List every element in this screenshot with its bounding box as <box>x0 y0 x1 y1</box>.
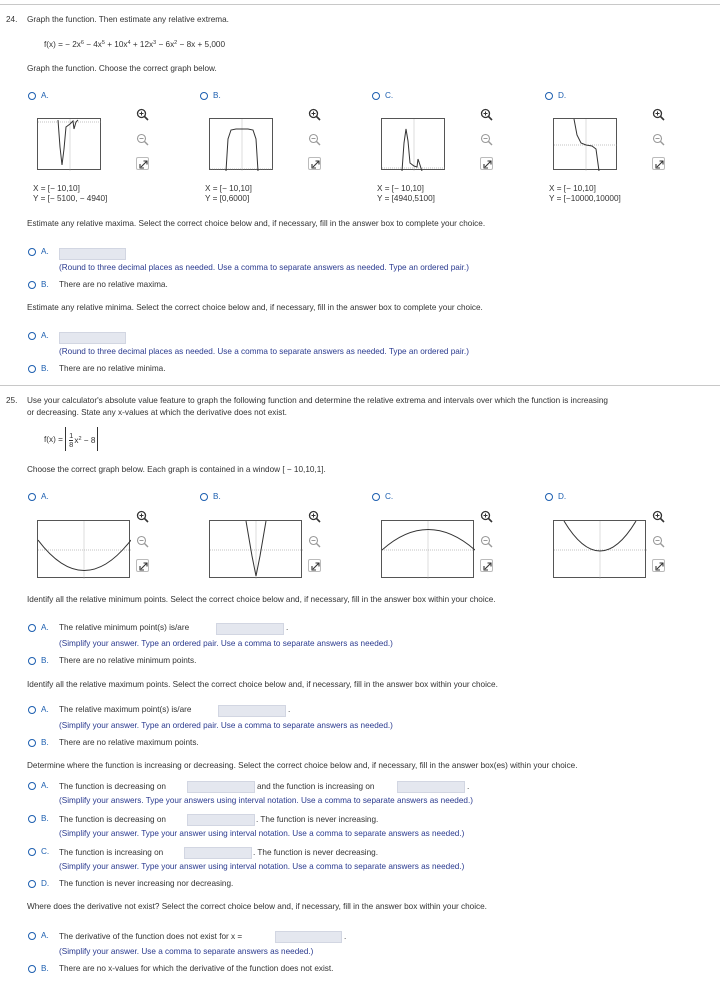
zoom-out-icon[interactable] <box>480 133 493 146</box>
decreasing-answer-box[interactable] <box>187 781 255 793</box>
zoom-out-icon[interactable] <box>480 535 493 548</box>
zoom-in-icon[interactable] <box>136 510 149 523</box>
min-prompt: Identify all the relative minimum points. Select the correct choice below and, if necessary, fill in the answer box within your choice. <box>27 595 496 604</box>
minima-radio-b[interactable] <box>28 365 36 373</box>
deriv-answer-box[interactable] <box>275 931 342 943</box>
choice-text: The function is decreasing on <box>59 815 166 824</box>
radio-d[interactable] <box>545 493 553 501</box>
zoom-out-icon[interactable] <box>136 535 149 548</box>
popout-icon[interactable] <box>136 157 149 170</box>
radio-d[interactable] <box>545 92 553 100</box>
zoom-in-icon[interactable] <box>480 510 493 523</box>
choice-letter: A. <box>41 331 49 340</box>
maxima-prompt: Estimate any relative maxima. Select the correct choice below and, if necessary, fill in the answer box to complete your choice. <box>27 219 486 228</box>
x-window: X = [− 10,10] <box>549 184 596 193</box>
popout-icon[interactable] <box>480 559 493 572</box>
radio-a[interactable] <box>28 493 36 501</box>
choice-letter: B. <box>41 814 49 823</box>
answer-hint: (Simplify your answer. Type your answer using interval notation. Use a comma to separate answers as needed.) <box>59 862 465 871</box>
zoom-in-icon[interactable] <box>652 510 665 523</box>
x-window: X = [− 10,10] <box>205 184 252 193</box>
deriv-prompt: Where does the derivative not exist? Select the correct choice below and, if necessary, fill in the answer box within your choice. <box>27 902 487 911</box>
popout-icon[interactable] <box>308 559 321 572</box>
popout-icon[interactable] <box>480 157 493 170</box>
period: . <box>288 705 291 714</box>
min-answer-box[interactable] <box>216 623 284 635</box>
choice-letter: B. <box>41 364 49 373</box>
period: . <box>286 623 289 632</box>
answer-hint: (Round to three decimal places as needed. Use a comma to separate answers as needed. Type an ordered pair.) <box>59 263 469 272</box>
radio-c[interactable] <box>372 92 380 100</box>
choice-text: The relative minimum point(s) is/are <box>59 623 190 632</box>
answer-hint: (Simplify your answer. Type an ordered pair. Use a comma to separate answers as needed.) <box>59 639 393 648</box>
function-expression: f(x) = − $2x^6 - 4x^5 + 10x^4 + 12x^3 - 6x^2 - 8x + 5,000$ <box>44 40 226 49</box>
choice-letter: A. <box>41 705 49 714</box>
graph-thumbnail-a[interactable] <box>37 520 130 578</box>
graph-thumbnail-b[interactable] <box>209 520 302 578</box>
choice-letter: A. <box>41 247 49 256</box>
choice-letter: B. <box>41 656 49 665</box>
choice-text: . The function is never decreasing. <box>253 848 379 857</box>
graph-thumbnail-c[interactable] <box>381 520 474 578</box>
maxima-radio-a[interactable] <box>28 248 36 256</box>
choice-text: There are no x-values for which the derivative of the function does not exist. <box>59 964 334 973</box>
radio-b[interactable] <box>200 92 208 100</box>
zoom-out-icon[interactable] <box>652 535 665 548</box>
choice-text: and the function is increasing on <box>257 782 375 791</box>
increasing-answer-box[interactable] <box>184 847 252 859</box>
choice-letter: D. <box>558 492 567 501</box>
choose-graph-prompt: Graph the function. Choose the correct graph below. <box>27 64 217 73</box>
x-window: X = [− 10,10] <box>33 184 80 193</box>
incdec-radio-b[interactable] <box>28 815 36 823</box>
choice-letter: A. <box>41 623 49 632</box>
choice-text: There are no relative minimum points. <box>59 656 197 665</box>
max-radio-b[interactable] <box>28 739 36 747</box>
graph-thumbnail-d[interactable] <box>553 118 617 170</box>
incdec-prompt: Determine where the function is increasing or decreasing. Select the correct choice below and, if necessary, fill in the answer box(es) within your choice. <box>27 761 578 770</box>
minima-answer-box[interactable] <box>59 332 126 344</box>
minima-prompt: Estimate any relative minima. Select the correct choice below and, if necessary, fill in the answer box to complete your choice. <box>27 303 483 312</box>
deriv-radio-a[interactable] <box>28 932 36 940</box>
choice-text: The function is decreasing on <box>59 782 166 791</box>
choice-letter: B. <box>41 738 49 747</box>
graph-thumbnail-b[interactable] <box>209 118 273 170</box>
zoom-in-icon[interactable] <box>480 108 493 121</box>
choice-letter: D. <box>41 879 50 888</box>
radio-a[interactable] <box>28 92 36 100</box>
choice-letter: A. <box>41 492 49 501</box>
period: . <box>467 782 470 791</box>
radio-b[interactable] <box>200 493 208 501</box>
y-window: Y = [0,6000] <box>205 194 250 203</box>
choice-letter: B. <box>41 964 49 973</box>
zoom-in-icon[interactable] <box>652 108 665 121</box>
question-number: 24. <box>6 15 18 24</box>
question-prompt-cont: or decreasing. State any x-values at which the derivative does not exist. <box>27 408 287 417</box>
choice-letter: D. <box>558 91 567 100</box>
decreasing-answer-box[interactable] <box>187 814 255 826</box>
period: . <box>344 932 347 941</box>
choice-text: The relative maximum point(s) is/are <box>59 705 192 714</box>
choose-graph-prompt: Choose the correct graph below. Each graph is contained in a window [ − 10,10,1]. <box>27 465 326 474</box>
increasing-answer-box[interactable] <box>397 781 465 793</box>
choice-letter: C. <box>385 91 394 100</box>
answer-hint: (Simplify your answer. Use a comma to separate answers as needed.) <box>59 947 314 956</box>
divider <box>0 385 720 386</box>
choice-text: There are no relative maximum points. <box>59 738 199 747</box>
choice-text: The function is increasing on <box>59 848 164 857</box>
answer-hint: (Simplify your answer. Type your answer using interval notation. Use a comma to separate answers as needed.) <box>59 829 465 838</box>
min-radio-a[interactable] <box>28 624 36 632</box>
answer-hint: (Simplify your answers. Type your answers using interval notation. Use a comma to separate answers as needed.) <box>59 796 473 805</box>
maxima-answer-box[interactable] <box>59 248 126 260</box>
max-answer-box[interactable] <box>218 705 286 717</box>
x-window: X = [− 10,10] <box>377 184 424 193</box>
divider <box>0 4 720 5</box>
choice-letter: C. <box>385 492 394 501</box>
zoom-out-icon[interactable] <box>136 133 149 146</box>
popout-icon[interactable] <box>308 157 321 170</box>
zoom-in-icon[interactable] <box>308 510 321 523</box>
popout-icon[interactable] <box>652 157 665 170</box>
y-window: Y = [−10000,10000] <box>549 194 621 203</box>
question-prompt: Use your calculator's absolute value feature to graph the following function and determine the relative extrema and intervals over which the function is increasing <box>27 396 608 405</box>
max-prompt: Identify all the relative maximum points. Select the correct choice below and, if necessary, fill in the answer box within your choice. <box>27 680 498 689</box>
graph-thumbnail-d[interactable] <box>553 520 646 578</box>
radio-c[interactable] <box>372 493 380 501</box>
choice-letter: B. <box>213 91 221 100</box>
zoom-in-icon[interactable] <box>308 108 321 121</box>
choice-letter: A. <box>41 931 49 940</box>
maxima-radio-b[interactable] <box>28 281 36 289</box>
graph-thumbnail-a[interactable] <box>37 118 101 170</box>
zoom-in-icon[interactable] <box>136 108 149 121</box>
incdec-radio-a[interactable] <box>28 782 36 790</box>
minima-radio-a[interactable] <box>28 332 36 340</box>
choice-letter: B. <box>213 492 221 501</box>
zoom-out-icon[interactable] <box>308 133 321 146</box>
answer-hint: (Simplify your answer. Type an ordered pair. Use a comma to separate answers as needed.) <box>59 721 393 730</box>
choice-letter: C. <box>41 847 50 856</box>
choice-text: . The function is never increasing. <box>256 815 379 824</box>
question-number: 25. <box>6 396 18 405</box>
max-radio-a[interactable] <box>28 706 36 714</box>
deriv-radio-b[interactable] <box>28 965 36 973</box>
zoom-out-icon[interactable] <box>308 535 321 548</box>
incdec-radio-d[interactable] <box>28 880 36 888</box>
choice-letter: A. <box>41 91 49 100</box>
y-window: Y = [4940,5100] <box>377 194 435 203</box>
popout-icon[interactable] <box>652 559 665 572</box>
function-expression: f(x) = $\frac{1}{8}$ $x^2 - 8$ <box>44 427 98 453</box>
answer-hint: (Round to three decimal places as needed. Use a comma to separate answers as needed. Type an ordered pair.) <box>59 347 469 356</box>
choice-text: The function is never increasing nor decreasing. <box>59 879 234 888</box>
choice-letter: A. <box>41 781 49 790</box>
choice-text: There are no relative minima. <box>59 364 166 373</box>
incdec-radio-c[interactable] <box>28 848 36 856</box>
question-prompt: Graph the function. Then estimate any relative extrema. <box>27 15 229 24</box>
y-window: Y = [− 5100, − 4940] <box>33 194 108 203</box>
min-radio-b[interactable] <box>28 657 36 665</box>
graph-thumbnail-c[interactable] <box>381 118 445 170</box>
choice-text: There are no relative maxima. <box>59 280 168 289</box>
popout-icon[interactable] <box>136 559 149 572</box>
choice-text: The derivative of the function does not exist for x = <box>59 932 243 941</box>
zoom-out-icon[interactable] <box>652 133 665 146</box>
choice-letter: B. <box>41 280 49 289</box>
